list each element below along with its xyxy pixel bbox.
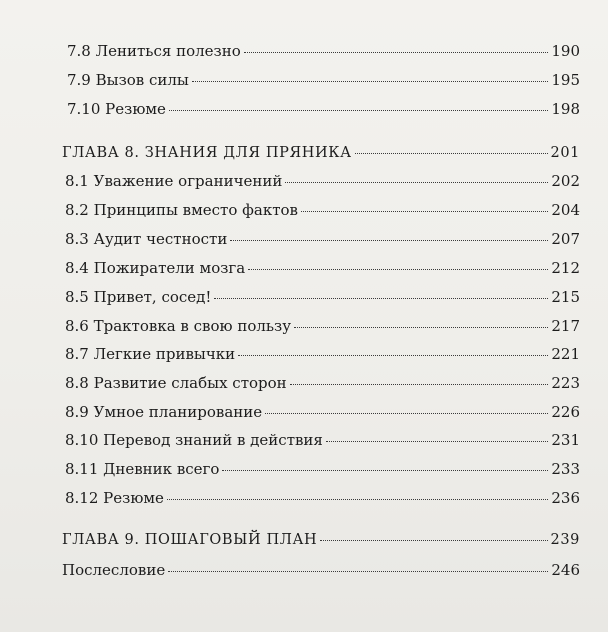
- dot-leader: [355, 153, 548, 154]
- dot-leader: [301, 211, 548, 212]
- toc-entry-label: 8.10 Перевод знаний в действия: [65, 431, 323, 449]
- toc-entry-label: 7.8 Лениться полезно: [67, 42, 241, 60]
- dot-leader: [192, 81, 548, 82]
- toc-entry-label: 8.3 Аудит честности: [65, 230, 228, 248]
- toc-entry-page: 221: [551, 345, 580, 363]
- dot-leader: [294, 327, 548, 328]
- toc-entry-page: 202: [551, 172, 580, 190]
- toc-entry-page: 246: [551, 561, 580, 579]
- toc-entry-page: 226: [551, 403, 580, 421]
- dot-leader: [168, 571, 548, 572]
- toc-entry[interactable]: [65, 287, 580, 307]
- toc-entry-label: Послесловие: [62, 561, 166, 579]
- toc-entry-page: 190: [551, 42, 580, 60]
- toc-entry-page: 231: [551, 431, 580, 449]
- toc-entry[interactable]: [65, 488, 580, 508]
- dot-leader: [248, 269, 548, 270]
- toc-entry[interactable]: [65, 459, 580, 479]
- toc-entry[interactable]: [65, 316, 580, 336]
- toc-entry[interactable]: [65, 229, 580, 249]
- dot-leader: [167, 499, 548, 500]
- toc-entry-label: 7.9 Вызов силы: [67, 71, 189, 89]
- toc-chapter-entry[interactable]: [62, 143, 580, 163]
- toc-entry-label: 8.12 Резюме: [65, 489, 164, 507]
- dot-leader: [265, 413, 548, 414]
- toc-entry-page: 198: [551, 100, 580, 118]
- toc-entry-page: 223: [551, 374, 580, 392]
- toc-entry-page: 233: [551, 460, 580, 478]
- dot-leader: [230, 240, 548, 241]
- toc-entry-label: 8.11 Дневник всего: [65, 460, 220, 478]
- toc-chapter-label: ГЛАВА 8. ЗНАНИЯ ДЛЯ ПРЯНИКА: [62, 145, 352, 161]
- toc-entry[interactable]: [65, 430, 580, 450]
- toc-entry[interactable]: [65, 373, 580, 393]
- toc-entry-label: 8.6 Трактовка в свою пользу: [65, 317, 292, 335]
- toc-entry-page: 204: [551, 201, 580, 219]
- toc-entry-page: 236: [551, 489, 580, 507]
- toc-entry-label: 8.1 Уважение ограничений: [65, 172, 283, 190]
- dot-leader: [238, 355, 548, 356]
- toc-entry[interactable]: [62, 560, 580, 580]
- toc-entry-label: 8.7 Легкие привычки: [65, 345, 236, 363]
- toc-entry[interactable]: [65, 402, 580, 422]
- toc-entry[interactable]: [65, 258, 580, 278]
- dot-leader: [285, 182, 548, 183]
- dot-leader: [320, 540, 547, 541]
- toc-entry-page: 212: [551, 259, 580, 277]
- dot-leader: [290, 384, 549, 385]
- toc-entry-label: 8.2 Принципы вместо фактов: [65, 201, 298, 219]
- dot-leader: [222, 470, 548, 471]
- toc-entry[interactable]: [67, 99, 580, 119]
- toc-entry[interactable]: [67, 41, 580, 61]
- toc-entry-label: 8.8 Развитие слабых сторон: [65, 374, 287, 392]
- dot-leader: [169, 110, 548, 111]
- toc-entry[interactable]: [67, 70, 580, 90]
- toc-entry[interactable]: [65, 200, 580, 220]
- toc-entry-page: 217: [551, 317, 580, 335]
- dot-leader: [214, 298, 548, 299]
- toc-entry-page: 201: [550, 145, 580, 161]
- toc-entry-label: 8.9 Умное планирование: [65, 403, 263, 421]
- toc-entry-label: 8.5 Привет, сосед!: [65, 288, 212, 306]
- toc-entry-page: 239: [550, 532, 580, 548]
- toc-entry[interactable]: [65, 171, 580, 191]
- toc-entry-label: 8.4 Пожиратели мозга: [65, 259, 246, 277]
- toc-entry-page: 207: [551, 230, 580, 248]
- toc-chapter-label: ГЛАВА 9. ПОШАГОВЫЙ ПЛАН: [62, 532, 318, 548]
- toc-entry-label: 7.10 Резюме: [67, 100, 166, 118]
- toc-chapter-entry[interactable]: [62, 530, 580, 550]
- toc-entry-page: 215: [551, 288, 580, 306]
- dot-leader: [326, 441, 548, 442]
- dot-leader: [244, 52, 549, 53]
- toc-entry-page: 195: [551, 71, 580, 89]
- toc-entry[interactable]: [65, 344, 580, 364]
